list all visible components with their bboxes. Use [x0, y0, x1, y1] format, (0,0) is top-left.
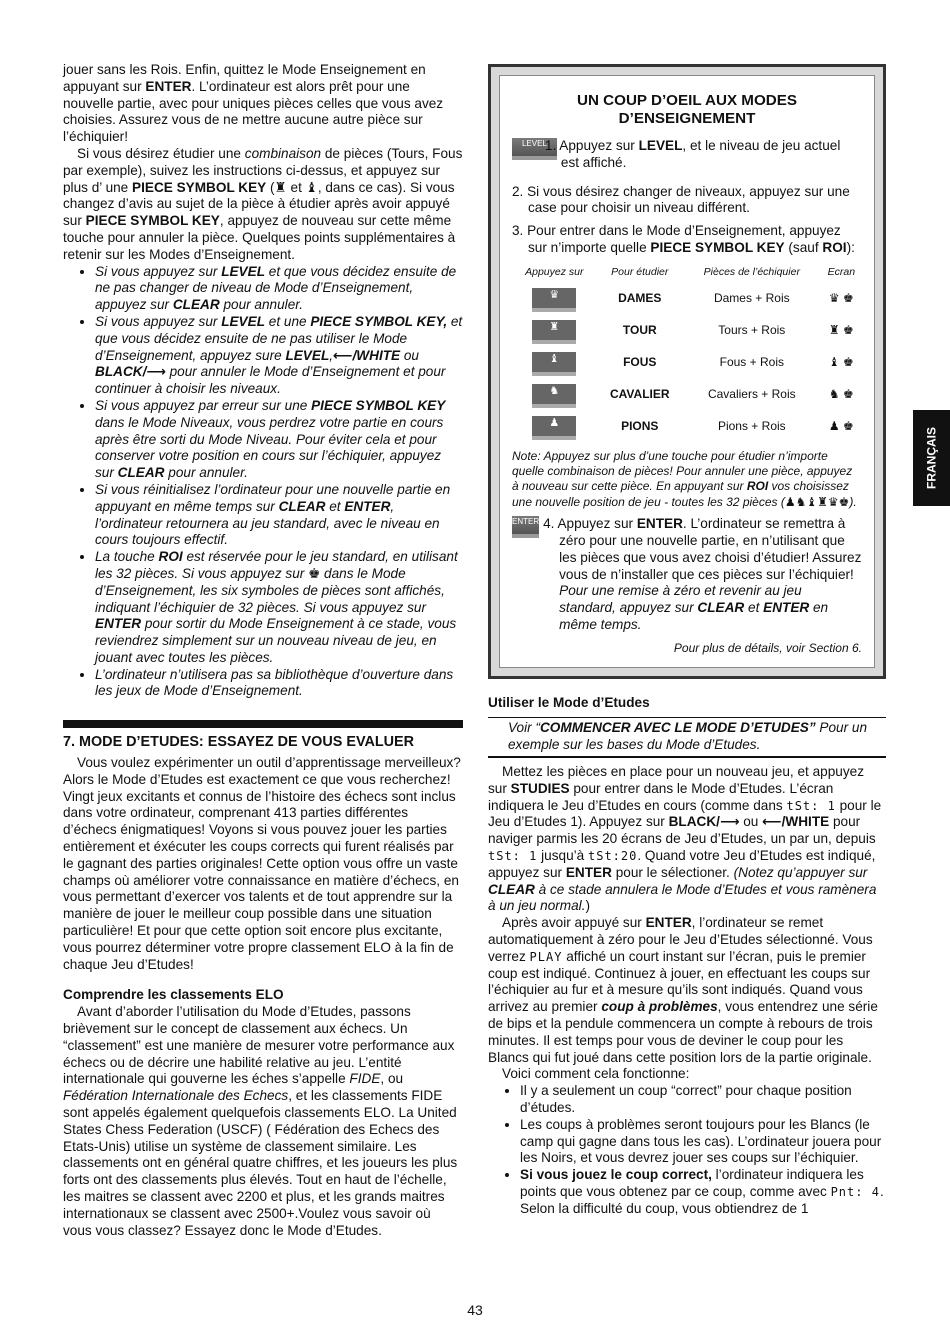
step-1: [512, 138, 862, 178]
step-4-text: 4. Appuyez sur ENTER. L’ordinateur se remettra à zéro pour une nouvelle partie, en n’utilisant que les pièces que vous avez choisi d’étudier! Assurez vous de n’installer que ces pièces sur l’échiquier!: [543, 516, 862, 582]
queen-key-icon: ♛: [532, 288, 576, 312]
study-label: PIONS: [621, 419, 659, 434]
list-item: • Si vous appuyez sur LEVEL et une PIECE SYMBOL KEY, et que vous décidez ensuite de ne pas utiliser le Mode d’Enseignement, appuyez sure LEVEL,⟵/WHITE ou BLACK/⟶ pour annuler le Mode d’Enseignement et pour continuer à choisir les niveaux.: [95, 314, 463, 398]
step-4-note: Pour une remise à zéro et revenir au jeu standard, appuyez sur CLEAR et ENTER en même temps.: [559, 583, 829, 632]
table-row: [512, 283, 862, 315]
right-column: [488, 64, 886, 1217]
box-title-line: D’ENSEIGNEMENT: [618, 110, 756, 127]
list-item: • L’ordinateur n’utilisera pas sa bibliothèque d’ouverture dans les jeux de Mode d’Enseignement.: [95, 667, 463, 701]
list-item: • Si vous appuyez sur LEVEL et que vous décidez ensuite de ne pas changer de niveau de Mode d’Enseignement, appuyez sur CLEAR pour annuler.: [95, 264, 463, 314]
paragraph: Si vous désirez étudier une combinaison de pièces (Tours, Fous par exemple), suivez les instructions ci-dessus, et appuyez sur plus d’ une PIECE SYMBOL KEY (♜ et ♝, dans ce cas). Si vous changez d’avis au sujet de la pièce à étudier après avoir appuyé sur PIECE SYMBOL KEY, appuyez de nouveau sur cette même touche pour annuler la pièce. Quelques points supplémentaires à retenir sur les Modes d’Enseignement.: [63, 145, 463, 262]
table-header: Appuyez sur: [525, 265, 584, 278]
enter-key-icon: ENTER: [512, 516, 539, 538]
teaching-modes-box: [488, 64, 886, 679]
left-column: [63, 62, 463, 1239]
knight-key-icon: ♞: [532, 384, 576, 408]
table-row: [512, 347, 862, 379]
step-text: 1. Appuyez sur LEVEL, et le niveau de jeu actuel est affiché.: [544, 138, 841, 170]
page-number: 43: [467, 1302, 483, 1318]
paragraph: Après avoir appuyé sur ENTER, l’ordinateur se remet automatiquement à zéro pour le Jeu d’Etudes sélectionné. Vous verrez PLAY affiché un court instant sur l’écran, puis le premier coup est indiqué. Continuez à jouer, en effectuant les coups sur l’échiquier au fur et à mesure qu’ils sont indiqués. Quand vous arrivez au premier coup à problèmes, vous entendrez une série de bips et la pendule commencera un compte à rebours de trois minutes. Il est temps pour vous de deviner le coup pour les Blancs qui fut joué dans cette position lors de la partie originale.: [488, 915, 878, 1065]
table-row: [512, 315, 862, 347]
language-label: FRANÇAIS: [924, 427, 939, 489]
paragraph: Avant d’aborder l’utilisation du Mode d’Etudes, passons brièvement sur le concept de classement aux échecs. Un “classement” est une manière de mesurer votre performance aux échecs ou de décrire une habilité relative au jeu. L’entité internationale qui gouverne les éches s’appelle FIDE, ou Fédération Internationale des Echecs, et les classements FIDE sont appelés également quelquefois classements ELO. La United States Chess Federation (USCF) ( Fédération des Echecs des Etats-Unis) utilise un système de classement similaire. Les classements ont en général quatre chiffres, et les joueurs les plus forts ont des classements plus élevés. Tout en haut de l’échelle, les maitres se classent avec 2200 et plus, et les grands maitres internationaux se classent avec 2500+.Voulez vous savoir où vous vous classez? Essayez donc le Mode d’Etudes.: [63, 1004, 458, 1238]
screen-icons: ♞ ♚: [828, 387, 854, 402]
level-key-icon: LEVEL: [512, 138, 557, 160]
study-label: DAMES: [618, 291, 662, 306]
bullet-list: [488, 1083, 886, 1217]
screen-icons: ♝ ♚: [828, 355, 854, 370]
step-2: 2. Si vous désirez changer de niveaux, appuyez sur une case pour choisir un niveau différent.: [512, 183, 850, 216]
list-item: • Si vous appuyez par erreur sur une PIECE SYMBOL KEY dans le Mode Niveaux, vous perdrez votre partie en cours après être sorti du Mode Niveau. Pour éviter cela et pour conserver votre position en cours sur l’échiquier, appuyez sur CLEAR pour annuler.: [95, 398, 463, 482]
pieces-label: Dames + Rois: [713, 291, 790, 306]
rook-key-icon: ♜: [532, 320, 576, 344]
bishop-key-icon: ♝: [532, 352, 576, 376]
box-note: Note: Appuyez sur plus d’une touche pour étudier n’importe quelle combinaison de pièces! Pour annuler une pièce, appuyez à nouveau sur cette pièce. En appuyant sur ROI vos choisissez une nouvelle position de jeu - toutes les 32 pièces (♟♞♝♜♛♚).: [512, 448, 857, 509]
subsection-title: Utiliser le Mode d’Etudes: [488, 694, 650, 710]
study-label: CAVALIER: [609, 387, 670, 402]
paragraph: jouer sans les Rois. Enfin, quittez le Mode Enseignement en appuyant sur ENTER. L’ordinateur est alors prêt pour une nouvelle partie, avec pour uniques pièces celles que vous avez choisies. Assurez vous de ne mettre aucune autre pièce sur l’échiquier!: [63, 62, 444, 145]
paragraph: Vous voulez expérimenter un outil d’apprentissage merveilleux? Alors le Mode d’Etudes est exactement ce que vous recherchez! Vingt jeux excitants et connus de l’histoire des échecs sont inclus dans votre ordinateur, comprenant 413 parties différentes d’échecs énigmatiques! Voyons si vous pouvez jouer les parties entièrement et éxécuter les coups corrects qui furent réalisés par le gagnant des parties originales! Cette option vous offre un vaste champs où améliorer votre connaissance en matière d’échecs, en vous permettant d’exercer vos talents et de tout apprendre sur la manière de jouer le meilleur coup possible dans une situation particulière! Et pour que cette option soit encore plus excitante, vous pourrez déterminer votre propre classement ELO à la fin de chaque Jeu d’Etudes!: [63, 755, 461, 972]
study-label: FOUS: [623, 355, 657, 370]
pieces-label: Pions + Rois: [717, 419, 786, 434]
screen-icons: ♜ ♚: [828, 323, 854, 338]
step-text: [539, 516, 862, 634]
step-4: [512, 516, 862, 634]
reference-quote: Voir “COMMENCER AVEC LE MODE D’ETUDES” Pour un exemple sur les bases du Mode d’Etudes.: [488, 717, 886, 758]
box-footer: Pour plus de détails, voir Section 6.: [673, 640, 862, 655]
study-label: TOUR: [622, 323, 657, 338]
table-row: [512, 411, 862, 443]
table-row: [512, 379, 862, 411]
list-item: • Si vous jouez le coup correct, l’ordinateur indiquera les points que vous obtenez par ce coup, comme avec Pnt: 4. Selon la difficulté du coup, vous obtiendrez de 1: [520, 1167, 886, 1217]
table-header: Pièces de l’échiquier: [703, 265, 800, 278]
bullet-list: [63, 264, 463, 701]
list-item: • Si vous réinitialisez l’ordinateur pour une nouvelle partie en appuyant en même temps sur CLEAR et ENTER, l’ordinateur retournera au jeu standard, avec le niveau en cours toujours effectif.: [95, 482, 463, 549]
screen-icons: ♟ ♚: [828, 419, 854, 434]
pieces-label: Tours + Rois: [718, 323, 786, 338]
pieces-label: Cavaliers + Rois: [707, 387, 796, 402]
language-tab: [913, 410, 950, 506]
paragraph: Mettez les pièces en place pour un nouveau jeu, et appuyez sur STUDIES pour entrer dans le Mode d’Etudes. L’écran indiquera le Jeu d’Etudes en cours (comme dans tSt: 1 pour le Jeu d’Etudes 1). Appuyez sur BLACK/⟶ ou ⟵/WHITE pour naviger parmis les 20 écrans de Jeu d’Etudes, un par un, depuis tSt: 1 jusqu’à tSt:20. Quand votre Jeu d’Etudes est indiqué, appuyez sur ENTER pour le sélectioner. (Notez qu’appuyer sur CLEAR à ce stade annulera le Mode d’Etudes et vous ramènera à un jeu normal.): [488, 763, 882, 914]
list-item: • Il y a seulement un coup “correct” pour chaque position d’études.: [520, 1083, 886, 1117]
list-item: • Les coups à problèmes seront toujours pour les Blancs (le camp qui gagne dans tous les cas). L’ordinateur jouera pour les Noirs, et vous devrez jouer ses coups sur l’échiquier.: [520, 1117, 886, 1167]
table-header: Ecran: [827, 265, 856, 278]
step-3: 3. Pour entrer dans le Mode d’Enseignement, appuyez sur n’importe quelle PIECE SYMBOL KEY (sauf ROI):: [512, 223, 855, 255]
teaching-modes-panel: [499, 75, 875, 668]
paragraph: Voici comment cela fonctionne:: [502, 1066, 690, 1082]
section-divider: [63, 720, 463, 728]
box-title-line: UN COUP D’OEIL AUX MODES: [577, 92, 797, 109]
list-item: • La touche ROI est réservée pour le jeu standard, en utilisant les 32 pièces. Si vous appuyez sur ♚ dans le Mode d’Enseignement, les six symboles de pièces sont affichés, indiquant l’échiquier de 32 pièces. Si vous appuyez sur ENTER pour sortir du Mode Enseignement à ce stade, vous reviendrez simplement sur un nouveau niveau de jeu, en jouant avec toutes les pièces.: [95, 549, 463, 667]
section-title: 7. MODE D’ETUDES: ESSAYEZ DE VOUS EVALUER: [63, 734, 415, 751]
pieces-label: Fous + Rois: [719, 355, 784, 370]
subsection-title: Comprendre les classements ELO: [63, 987, 284, 1003]
pieces-table: [512, 263, 862, 443]
box-title: [512, 92, 862, 128]
table-header: Pour étudier: [611, 265, 669, 278]
pawn-key-icon: ♟: [532, 416, 576, 440]
screen-icons: ♛ ♚: [828, 291, 854, 306]
